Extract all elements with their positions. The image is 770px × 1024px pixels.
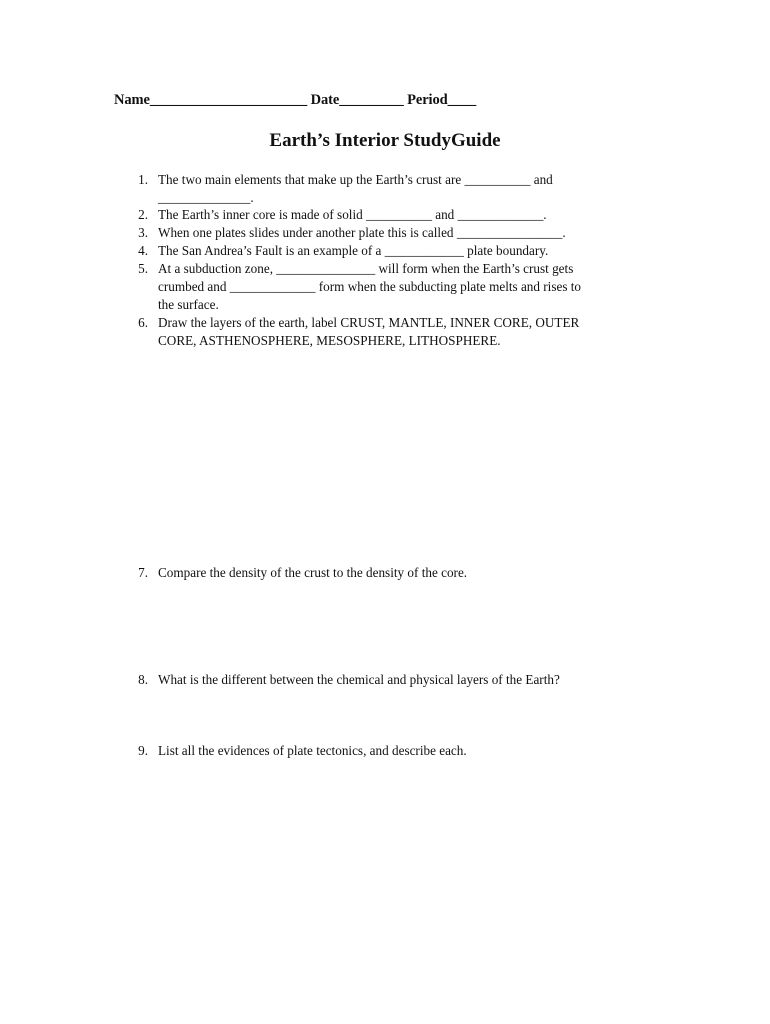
question-number: 4.	[138, 243, 148, 258]
question-text: The Earth’s inner core is made of solid __________ and _____________.	[158, 207, 547, 222]
question-3	[130, 224, 650, 242]
question-text: Compare the density of the crust to the density of the core.	[158, 565, 468, 580]
question-text: Draw the layers of the earth, label CRUST, MANTLE, INNER CORE, OUTER CORE, ASTHENOSPHERE, MESOSPHERE, LITHOSPHERE.	[158, 315, 580, 348]
question-number: 8.	[138, 672, 148, 687]
question-text: What is the different between the chemical and physical layers of the Earth?	[158, 672, 560, 687]
question-number: 9.	[138, 743, 148, 758]
question-number: 2.	[138, 207, 148, 222]
question-number: 1.	[138, 172, 148, 187]
question-text: When one plates slides under another plate this is called ________________.	[158, 225, 566, 240]
question-1	[130, 171, 650, 207]
question-number: 6.	[138, 315, 148, 330]
question-7	[130, 564, 650, 582]
question-text: List all the evidences of plate tectonics, and describe each.	[158, 743, 467, 758]
question-9	[130, 742, 650, 760]
student-info-line: Name______________________ Date_________ Period____	[114, 92, 477, 108]
question-text: The two main elements that make up the Earth’s crust are __________ and ______________.	[158, 172, 553, 205]
question-number: 7.	[138, 565, 148, 580]
question-6	[130, 314, 650, 350]
question-text: At a subduction zone, _______________ will form when the Earth’s crust gets crumbed and _____________ form when the subducting plate melts and rises to the surface.	[158, 261, 582, 312]
question-2	[130, 206, 650, 224]
question-number: 3.	[138, 225, 148, 240]
document-title: Earth’s Interior StudyGuide	[269, 130, 501, 151]
question-8	[130, 671, 650, 689]
question-text: The San Andrea’s Fault is an example of a ____________ plate boundary.	[158, 243, 549, 258]
question-number: 5.	[138, 261, 148, 276]
question-5	[130, 260, 650, 313]
question-4	[130, 242, 650, 260]
